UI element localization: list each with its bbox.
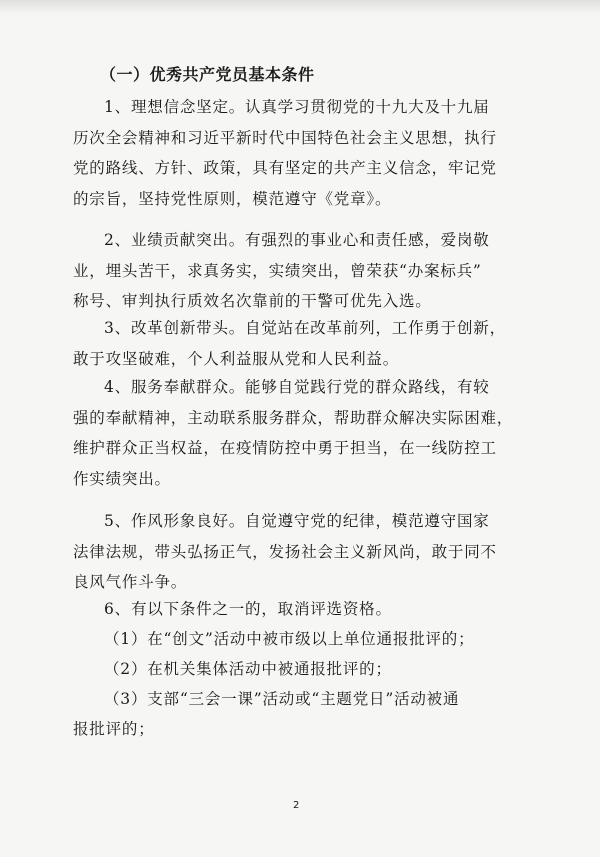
paragraph-line: 业，埋头苦干，求真务实，实绩突出，曾荣获“办案标兵” [73,261,482,280]
paragraph-4 [73,372,531,494]
sub-item-2: （2）在机关集体活动中被通报批评的； [104,660,392,678]
paragraph-line: 强的奉献精神，主动联系服务群众，帮助群众解决实际困难， [73,408,514,427]
page-number: 2 [293,800,300,811]
paragraph-line: 2、业绩贡献突出。有强烈的事业心和责任感，爱岗敬 [104,231,490,249]
paragraph-line: 称号、审判执行质效名次靠前的干警可优先入选。 [73,292,432,310]
scan-edge-shadow [0,0,600,14]
paragraph-line: 4、服务奉献群众。能够自觉践行党的群众路线，有较 [104,378,490,396]
section-heading: （一）优秀共产党员基本条件 [100,65,315,84]
paragraph-line: 5、作风形象良好。自觉遵守党的纪律，模范遵守国家 [104,512,490,530]
paragraph-3 [73,313,531,374]
paragraph-6 [73,594,531,625]
paragraph-line: 6、有以下条件之一的，取消评选资格。 [104,600,392,618]
paragraph-line: 敢于攻坚破难，个人利益服从党和人民利益。 [73,349,400,368]
paragraph-line: 历次全会精神和习近平新时代中国特色社会主义思想，执行 [73,128,497,147]
paragraph-line: 3、改革创新带头。自觉站在改革前列，工作勇于创新， [104,319,506,337]
paragraph-1 [73,92,531,214]
paragraph-5 [73,506,531,598]
paragraph-line: 作实绩突出。 [73,469,171,488]
paragraph-line: 良风气作斗争。 [73,573,188,591]
sub-item-3: （3）支部“三会一课”活动或“主题党日”活动被通 [104,690,460,708]
paragraph-line: 维护群众正当权益，在疫情防控中勇于担当，在一线防控工 [73,439,497,457]
paragraph-line: 1、理想信念坚定。认真学习贯彻党的十九大及十九届 [104,98,490,116]
paragraph-2 [73,225,531,317]
paragraph-line: 党的路线、方针、政策，具有坚定的共产主义信念，牢记党 [73,159,497,177]
sub-item-1: （1）在“创文”活动中被市级以上单位通报批评的； [104,630,475,648]
paragraph-line: 的宗旨，坚持党性原则，模范遵守《党章》。 [73,189,392,208]
paragraph-line: 法律法规，带头弘扬正气，发扬社会主义新风尚，敢于同不 [73,542,497,561]
sub-item-3-continuation: 报批评的； [73,720,155,738]
